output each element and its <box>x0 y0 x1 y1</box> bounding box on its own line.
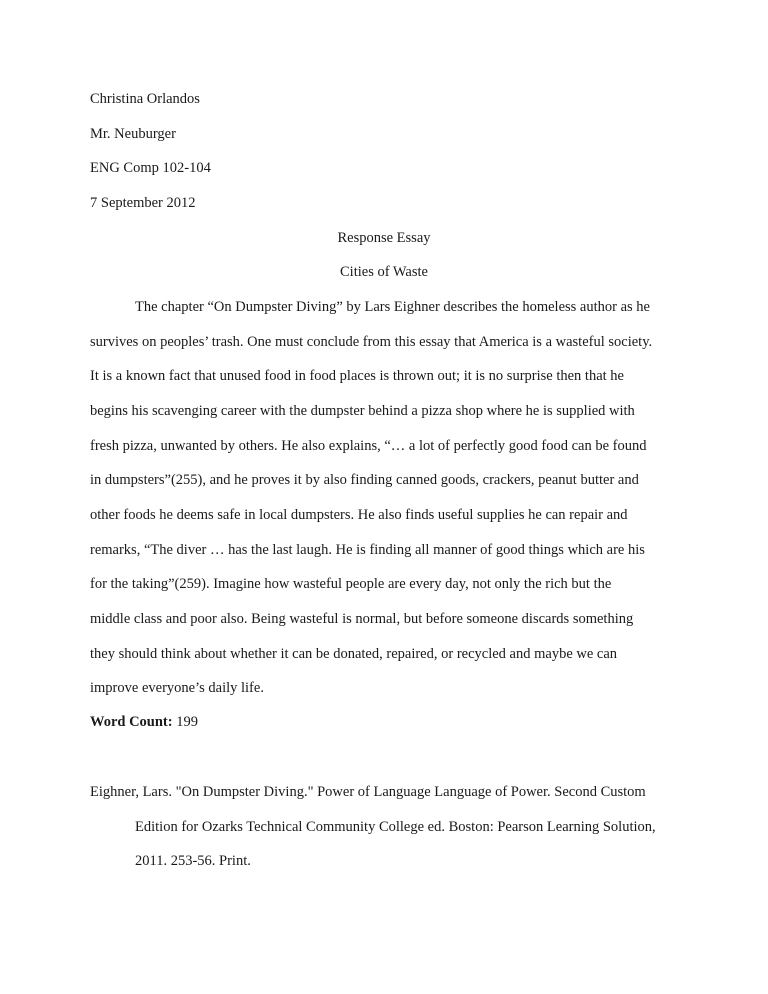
body-line: middle class and poor also. Being wasteful is normal, but before someone discards something <box>90 611 634 627</box>
body-line: begins his scavenging career with the dumpster behind a pizza shop where he is supplied with <box>90 403 635 419</box>
word-count-value: 199 <box>176 714 198 730</box>
body-line: other foods he deems safe in local dumpsters. He also finds useful supplies he can repair and <box>90 507 628 523</box>
body-line: they should think about whether it can be donated, repaired, or recycled and maybe we can <box>90 646 618 662</box>
body-line: improve everyone’s daily life. <box>90 680 264 696</box>
word-count <box>90 713 198 731</box>
body-line: for the taking”(259). Imagine how wasteful people are every day, not only the rich but the <box>90 576 612 592</box>
essay-date: 7 September 2012 <box>90 195 196 211</box>
body-line: It is a known fact that unused food in food places is thrown out; it is no surprise then that he <box>90 368 624 384</box>
essay-type-heading: Response Essay <box>337 230 431 246</box>
instructor-name: Mr. Neuburger <box>90 126 176 142</box>
word-count-label: Word Count: <box>90 714 173 730</box>
essay-title: Cities of Waste <box>340 264 428 280</box>
body-line: in dumpsters”(255), and he proves it by also finding canned goods, crackers, peanut butter and <box>90 472 639 488</box>
course-name: ENG Comp 102-104 <box>90 160 211 176</box>
author-name: Christina Orlandos <box>90 91 200 107</box>
citation-line: Edition for Ozarks Technical Community College ed. Boston: Pearson Learning Solution, <box>135 819 656 835</box>
body-line: fresh pizza, unwanted by others. He also explains, “… a lot of perfectly good food can be found <box>90 438 647 454</box>
body-line: survives on peoples’ trash. One must conclude from this essay that America is a wasteful society. <box>90 334 653 350</box>
citation-line: Eighner, Lars. "On Dumpster Diving." Power of Language Language of Power. Second Custom <box>90 784 646 800</box>
body-line: The chapter “On Dumpster Diving” by Lars Eighner describes the homeless author as he <box>135 299 650 315</box>
citation-line: 2011. 253-56. Print. <box>135 853 251 869</box>
body-line: remarks, “The diver … has the last laugh. He is finding all manner of good things which are his <box>90 542 645 558</box>
